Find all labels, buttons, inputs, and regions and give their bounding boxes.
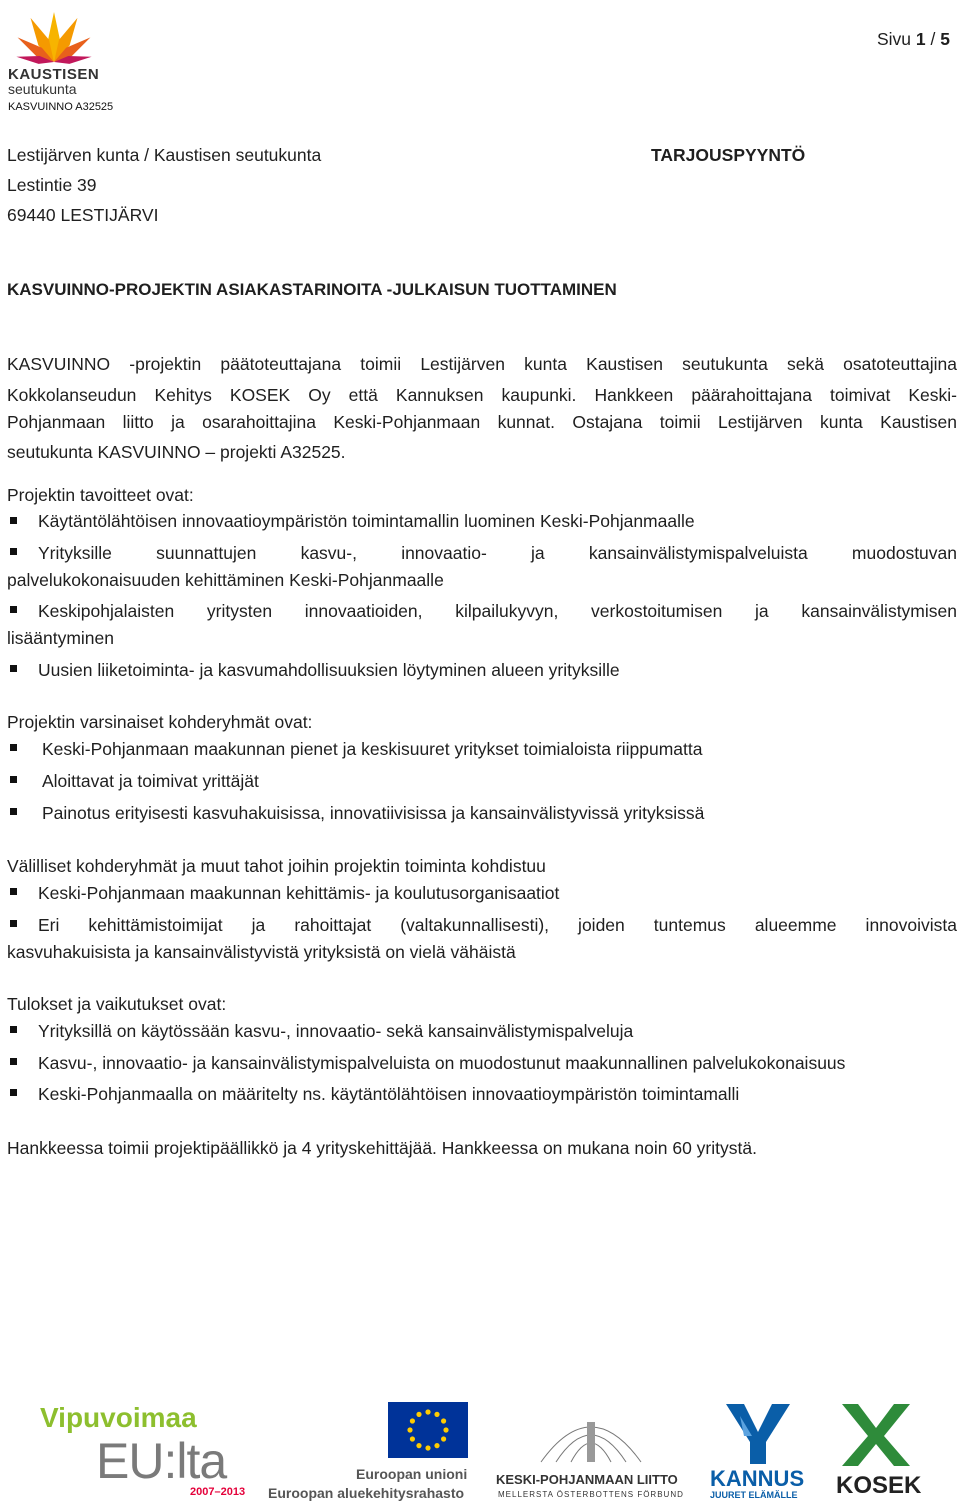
bullet-icon — [10, 1058, 17, 1065]
eu-flag-icon — [388, 1402, 468, 1458]
sunburst-logo-icon — [6, 4, 102, 66]
kosek-line1: KOSEK — [836, 1472, 922, 1499]
bullet-icon — [10, 776, 17, 783]
target-item-3: Painotus erityisesti kasvuhakuisissa, innovatiivisissa ja kansainvälistyvissä yrityksissä — [42, 803, 705, 823]
address-line3: 69440 LESTIJÄRVI — [7, 205, 159, 225]
kannus-line1: KANNUS — [710, 1466, 805, 1491]
goal-item-1: Käytäntölähtöisen innovaatioympäristön toimintamallin luominen Keski-Pohjanmaalle — [38, 511, 695, 531]
bullet-icon — [10, 888, 17, 895]
goal-item-3-line2: lisääntyminen — [7, 628, 114, 648]
bullet-icon — [10, 920, 17, 927]
goals-heading: Projektin tavoitteet ovat: — [7, 485, 194, 505]
indirect-item-2-line1: Eri kehittämistoimijat ja rahoittajat (valtakunnallisesti), joiden tuntemus alueemme innovoivista — [38, 915, 957, 935]
goal-item-2-line2: palvelukokonaisuuden kehittäminen Keski-Pohjanmaalle — [7, 570, 444, 590]
kannus-emblem-icon — [718, 1402, 798, 1466]
logo-line1: KAUSTISEN — [8, 66, 100, 83]
logo-code: KASVUINNO A32525 — [8, 101, 114, 113]
goal-item-2-line1: Yrityksille suunnattujen kasvu-, innovaatio- ja kansainvälistymispalveluista muodostuvan — [38, 543, 957, 563]
kannus-logo — [704, 1402, 814, 1502]
vipuvoimaa-line1: Vipuvoimaa — [40, 1402, 197, 1433]
intro-line2: Kokkolanseudun Kehitys KOSEK Oy että Kannuksen kaupunki. Hankkeen päärahoittajana toimivat Keski- — [7, 385, 957, 405]
indirect-item-1: Keski-Pohjanmaan maakunnan kehittämis- ja koulutusorganisaatiot — [38, 883, 560, 903]
result-item-3: Keski-Pohjanmaalla on määritelty ns. käytäntölähtöisen innovaatioympäristön toimintamalli — [38, 1084, 740, 1104]
page-current: 1 — [915, 29, 926, 49]
vipuvoimaa-years: 2007–2013 — [190, 1486, 246, 1498]
bullet-icon — [10, 517, 17, 524]
results-heading: Tulokset ja vaikutukset ovat: — [7, 994, 227, 1014]
kaustisen-logo — [6, 4, 126, 114]
bullet-icon — [10, 808, 17, 815]
bullet-icon — [10, 1089, 17, 1096]
page-total: 5 — [940, 29, 951, 49]
liitto-emblem-icon — [501, 1402, 681, 1464]
eu-line2: Euroopan aluekehitysrahasto — [268, 1485, 465, 1501]
bullet-icon — [10, 606, 17, 613]
kosek-emblem-icon — [840, 1402, 912, 1468]
goal-item-4: Uusien liiketoiminta- ja kasvumahdollisuuksien löytyminen alueen yrityksille — [38, 660, 620, 680]
kosek-logo — [832, 1402, 922, 1502]
intro-line4: seutukunta KASVUINNO – projekti A32525. — [7, 442, 346, 462]
eu-line1: Euroopan unioni — [356, 1466, 468, 1482]
closing-text: Hankkeessa toimii projektipäällikkö ja 4 yrityskehittäjää. Hankkeessa on mukana noin 60 yritystä. — [7, 1138, 757, 1158]
vipuvoimaa-logo — [40, 1402, 260, 1502]
targets-heading: Projektin varsinaiset kohderyhmät ovat: — [7, 712, 313, 732]
result-item-1: Yrityksillä on käytössään kasvu-, innovaatio- sekä kansainvälistymispalveluja — [38, 1021, 634, 1041]
liitto-line2: MELLERSTA ÖSTERBOTTENS FÖRBUND — [498, 1490, 684, 1499]
target-item-2: Aloittavat ja toimivat yrittäjät — [42, 771, 259, 791]
logo-line2: seutukunta — [8, 81, 77, 97]
page-number — [877, 28, 950, 50]
page-separator: / — [930, 29, 936, 49]
address-line1: Lestijärven kunta / Kaustisen seutukunta — [7, 145, 322, 165]
indirect-heading: Välilliset kohderyhmät ja muut tahot joihin projektin toiminta kohdistuu — [7, 856, 546, 876]
goal-item-3-line1: Keskipohjalaisten yritysten innovaatioiden, kilpailukyvyn, verkostoitumisen ja kansainvälistymisen — [38, 601, 957, 621]
liitto-logo — [496, 1402, 686, 1502]
document-title: KASVUINNO-PROJEKTIN ASIAKASTARINOITA -JULKAISUN TUOTTAMINEN — [7, 280, 617, 299]
intro-line3: Pohjanmaan liitto ja osarahoittajina Keski-Pohjanmaan kunnat. Ostajana toimii Lestijärven kunta Kaustisen — [7, 412, 957, 432]
address-line2: Lestintie 39 — [7, 175, 97, 195]
target-item-1: Keski-Pohjanmaan maakunnan pienet ja keskisuuret yritykset toimialoista riippumatta — [42, 739, 703, 759]
liitto-line1: KESKI-POHJANMAAN LIITTO — [496, 1472, 678, 1487]
kannus-line2: JUURET ELÄMÄLLE — [710, 1490, 798, 1500]
eu-logo — [268, 1402, 478, 1502]
result-item-2: Kasvu-, innovaatio- ja kansainvälistymispalveluista on muodostunut maakunnallinen palvelukokonaisuus — [38, 1053, 846, 1073]
doc-type: TARJOUSPYYNTÖ — [651, 145, 806, 165]
page-label: Sivu — [877, 29, 912, 49]
intro-line1: KASVUINNO -projektin päätoteuttajana toimii Lestijärven kunta Kaustisen seutukunta sekä osatoteuttajina — [7, 354, 957, 374]
bullet-icon — [10, 744, 17, 751]
bullet-icon — [10, 1026, 17, 1033]
vipuvoimaa-line2: EU:lta — [96, 1433, 227, 1489]
bullet-icon — [10, 548, 17, 555]
bullet-icon — [10, 665, 17, 672]
indirect-item-2-line2: kasvuhakuisista ja kansainvälistyvistä yrityksistä on vielä vähäistä — [7, 942, 516, 962]
